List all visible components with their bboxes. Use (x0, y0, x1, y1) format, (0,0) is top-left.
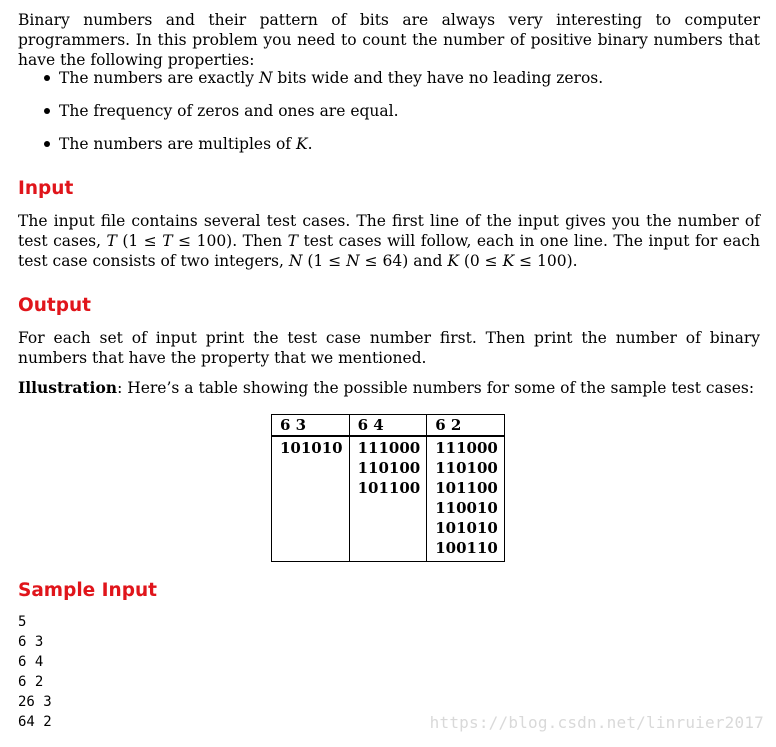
output-paragraph: For each set of input print the test case number first. Then print the number of binary numbers that have the property that we mentioned. (18, 329, 760, 367)
binary-value: 110100 (435, 459, 498, 477)
sample-line: 6 4 (18, 654, 44, 670)
properties-list (40, 68, 603, 167)
sample-line: 26 3 (18, 694, 52, 710)
binary-value: 111000 (357, 439, 421, 457)
sample-line: 6 2 (18, 674, 44, 690)
table-header-row (272, 415, 505, 437)
binary-value: 101100 (435, 479, 498, 497)
input-heading: Input (18, 178, 74, 199)
binary-value: 111000 (435, 439, 498, 457)
intro-paragraph: Binary numbers and their pattern of bits are always very interesting to computer programmers. In this problem you need to count the number of positive binary numbers that have the following properties: (18, 11, 760, 69)
column-header-6-3: 6 3 (272, 415, 350, 437)
column-values-6-2 (427, 436, 505, 562)
binary-value: 101010 (280, 439, 343, 457)
sample-input-block (18, 612, 52, 732)
bullet-dot-icon (44, 75, 50, 81)
column-values-6-4 (349, 436, 427, 562)
property-item-bits: The numbers are exactly N bits wide and they have no leading zeros. (40, 68, 603, 101)
column-header-6-2: 6 2 (427, 415, 505, 437)
binary-value: 101010 (435, 519, 498, 537)
output-heading: Output (18, 295, 91, 316)
property-item-frequency: The frequency of zeros and ones are equal. (40, 101, 603, 134)
bullet-dot-icon (44, 141, 50, 147)
input-paragraph: The input file contains several test cases. The first line of the input gives you the number of test cases, T (1 ≤ T ≤ 100). Then T test cases will follow, each in one line. The input for each test case consists of two integers, N (1 ≤ N ≤ 64) and K (0 ≤ K ≤ 100). (18, 212, 760, 270)
sample-line: 64 2 (18, 714, 52, 730)
sample-input-heading: Sample Input (18, 580, 157, 601)
property-item-multiple: The numbers are multiples of K. (40, 134, 603, 167)
table-row (272, 436, 505, 562)
illustration-table (271, 414, 505, 562)
sample-line: 5 (18, 614, 27, 630)
column-header-6-4: 6 4 (349, 415, 427, 437)
binary-value: 110100 (357, 459, 421, 477)
illustration-paragraph: Illustration: Here’s a table showing the possible numbers for some of the sample test cases: (18, 378, 755, 397)
binary-value: 100110 (435, 539, 498, 557)
illustration-label: Illustration (18, 378, 118, 397)
sample-line: 6 3 (18, 634, 44, 650)
watermark: https://blog.csdn.net/linruier2017 (429, 713, 764, 732)
column-values-6-3 (272, 436, 350, 562)
binary-value: 101100 (357, 479, 421, 497)
binary-value: 110010 (435, 499, 498, 517)
bullet-dot-icon (44, 108, 50, 114)
